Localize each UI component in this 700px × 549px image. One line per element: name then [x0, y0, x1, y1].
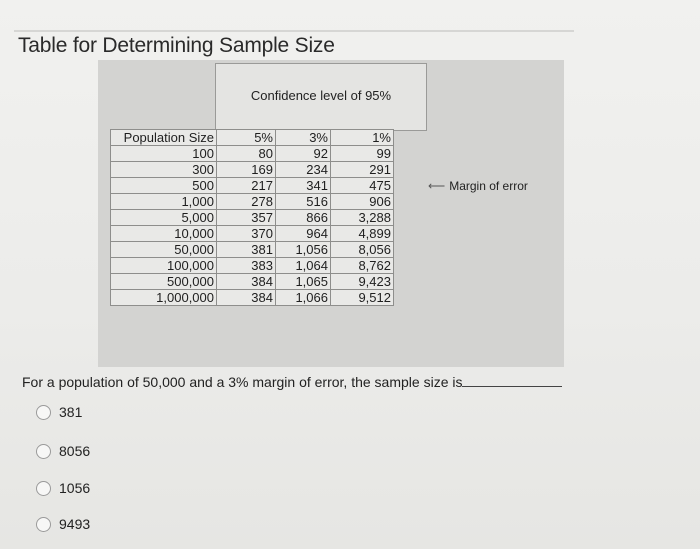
option-1056[interactable]: [36, 480, 90, 496]
cell-1-percent: 906: [331, 194, 394, 210]
cell-population: 500: [111, 178, 217, 194]
cell-population: 300: [111, 162, 217, 178]
confidence-label: Confidence level of 95%: [250, 88, 392, 103]
cell-5-percent: 381: [217, 242, 276, 258]
table-header-row: [111, 130, 394, 146]
radio-button[interactable]: [36, 405, 51, 420]
table-row: [111, 210, 394, 226]
table-row: [111, 290, 394, 306]
cell-3-percent: 1,056: [276, 242, 331, 258]
cell-1-percent: 9,512: [331, 290, 394, 306]
cell-1-percent: 9,423: [331, 274, 394, 290]
cell-population: 500,000: [111, 274, 217, 290]
table-row: [111, 162, 394, 178]
option-381[interactable]: [36, 404, 82, 420]
option-9493[interactable]: [36, 516, 90, 532]
cell-1-percent: 8,762: [331, 258, 394, 274]
cell-5-percent: 384: [217, 290, 276, 306]
page-title: Table for Determining Sample Size: [18, 34, 335, 57]
answer-blank: [462, 372, 562, 387]
option-label: 381: [59, 404, 83, 420]
cell-3-percent: 1,065: [276, 274, 331, 290]
margin-of-error-annotation: [428, 179, 528, 193]
radio-button[interactable]: [36, 481, 51, 496]
table-row: [111, 146, 394, 162]
cell-5-percent: 80: [217, 146, 276, 162]
cell-5-percent: 278: [217, 194, 276, 210]
title-rule: [14, 30, 574, 32]
cell-1-percent: 4,899: [331, 226, 394, 242]
question-prompt: For a population of 50,000 and a 3% margin of error, the sample size is: [22, 374, 463, 390]
option-label: 1056: [59, 480, 91, 496]
cell-3-percent: 1,066: [276, 290, 331, 306]
cell-1-percent: 8,056: [331, 242, 394, 258]
cell-3-percent: 234: [276, 162, 331, 178]
cell-3-percent: 1,064: [276, 258, 331, 274]
cell-1-percent: 475: [331, 178, 394, 194]
cell-3-percent: 92: [276, 146, 331, 162]
option-label: 8056: [59, 443, 91, 459]
table-row: [111, 274, 394, 290]
option-label: 9493: [59, 516, 91, 532]
header-3-percent: 3%: [276, 130, 331, 146]
cell-population: 1,000: [111, 194, 217, 210]
sample-size-table: [110, 129, 394, 306]
table-row: [111, 226, 394, 242]
table-row: [111, 242, 394, 258]
cell-1-percent: 99: [331, 146, 394, 162]
cell-population: 50,000: [111, 242, 217, 258]
table-row: [111, 194, 394, 210]
cell-5-percent: 169: [217, 162, 276, 178]
cell-5-percent: 217: [217, 178, 276, 194]
cell-population: 1,000,000: [111, 290, 217, 306]
cell-5-percent: 384: [217, 274, 276, 290]
confidence-header: [215, 63, 427, 131]
cell-3-percent: 516: [276, 194, 331, 210]
cell-population: 100: [111, 146, 217, 162]
cell-5-percent: 383: [217, 258, 276, 274]
question-text: [22, 372, 562, 390]
cell-3-percent: 964: [276, 226, 331, 242]
radio-button[interactable]: [36, 517, 51, 532]
header-1-percent: 1%: [331, 130, 394, 146]
cell-3-percent: 866: [276, 210, 331, 226]
table-row: [111, 258, 394, 274]
table-row: [111, 178, 394, 194]
header-5-percent: 5%: [217, 130, 276, 146]
cell-population: 100,000: [111, 258, 217, 274]
option-8056[interactable]: [36, 443, 90, 459]
cell-3-percent: 341: [276, 178, 331, 194]
left-arrow-icon: ⟵: [428, 179, 446, 193]
cell-1-percent: 3,288: [331, 210, 394, 226]
cell-5-percent: 357: [217, 210, 276, 226]
cell-5-percent: 370: [217, 226, 276, 242]
cell-population: 5,000: [111, 210, 217, 226]
header-population-size: Population Size: [111, 130, 217, 146]
cell-population: 10,000: [111, 226, 217, 242]
margin-of-error-label: Margin of error: [449, 179, 528, 193]
radio-button[interactable]: [36, 444, 51, 459]
cell-1-percent: 291: [331, 162, 394, 178]
